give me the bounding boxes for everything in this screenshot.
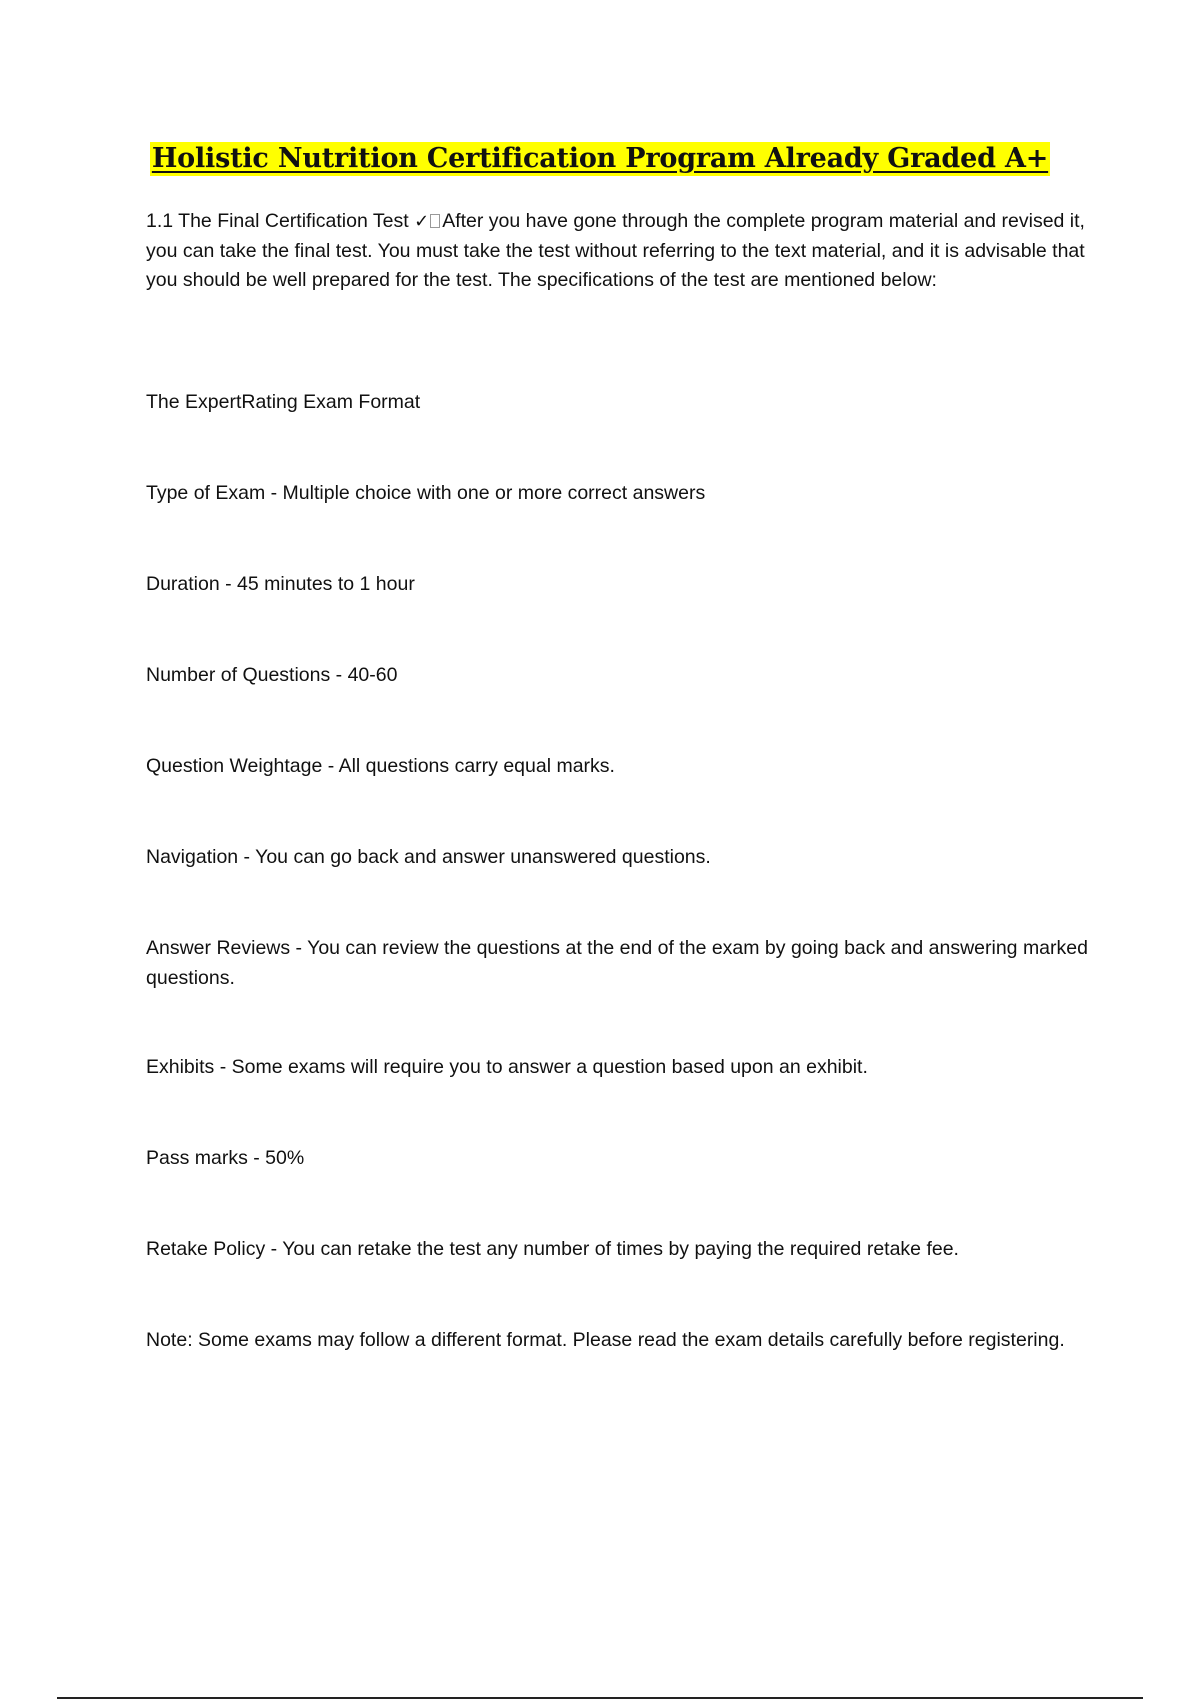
spec-navigation: Navigation - You can go back and answer unanswered questions.	[146, 846, 711, 868]
empty-square-icon	[430, 214, 440, 228]
spec-retake-policy: Retake Policy - You can retake the test any number of times by paying the required retake fee.	[146, 1238, 959, 1260]
intro-text: After you have gone through the complete program material and revised it, you can take the final test. You must take the test without referring to the text material, and it is advisable that you should be well prepared for the test. The specifications of the test are mentioned below:	[146, 210, 1085, 291]
spec-answer-reviews: Answer Reviews - You can review the questions at the end of the exam by going back and answering marked questions.	[146, 937, 1088, 989]
spec-question-weightage: Question Weightage - All questions carry equal marks.	[146, 755, 615, 777]
intro-lead: 1.1 The Final Certification Test	[146, 210, 409, 232]
spec-exhibits: Exhibits - Some exams will require you to answer a question based upon an exhibit.	[146, 1056, 868, 1078]
exam-note: Note: Some exams may follow a different format. Please read the exam details carefully before registering.	[146, 1329, 1065, 1351]
check-icon: ✓	[414, 211, 430, 232]
spec-pass-marks: Pass marks - 50%	[146, 1147, 305, 1169]
intro-paragraph	[146, 207, 1091, 296]
title-container	[0, 142, 1200, 176]
exam-format-heading: The ExpertRating Exam Format	[146, 391, 421, 413]
spec-duration: Duration - 45 minutes to 1 hour	[146, 573, 415, 595]
spec-number-of-questions: Number of Questions - 40-60	[146, 664, 398, 686]
document-title: Holistic Nutrition Certification Program Already Graded A+	[151, 143, 1049, 174]
footer-divider	[57, 1697, 1143, 1699]
spec-exam-type: Type of Exam - Multiple choice with one or more correct answers	[146, 482, 706, 504]
